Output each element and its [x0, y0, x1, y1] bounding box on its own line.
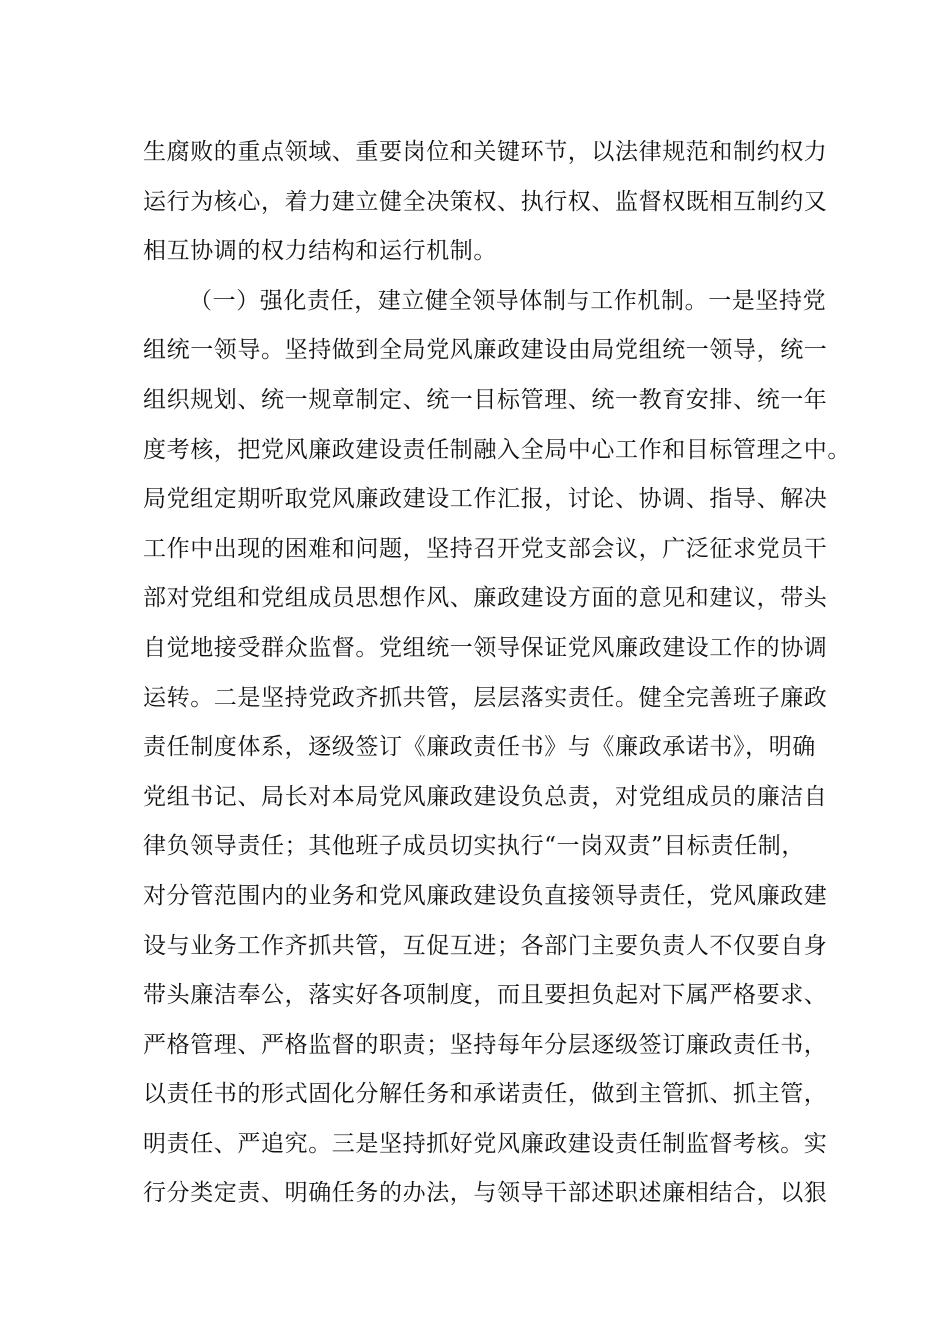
text-line: 党组书记、局长对本局党风廉政建设负总责，对党组成员的廉洁自 — [143, 783, 828, 810]
body-text — [143, 128, 851, 1219]
text-line: 生腐败的重点领域、重要岗位和关键环节，以法律规范和制约权力 — [143, 139, 828, 165]
text-line: 相互协调的权力结构和运行机制。 — [143, 238, 497, 265]
text-line: 带头廉洁奉公，落实好各项制度，而且要担负起对下属严格要求、 — [143, 982, 828, 1009]
text-line: 对分管范围内的业务和党风廉政建设负直接领导责任，党风廉政建 — [143, 882, 828, 909]
text-line: 自觉地接受群众监督。党组统一领导保证党风廉政建设工作的协调 — [143, 634, 828, 661]
text-line: 责任制度体系，逐级签订《廉政责任书》与《廉政承诺书》，明确 — [143, 734, 816, 761]
text-line: 工作中出现的困难和问题，坚持召开党支部会议，广泛征求党员干 — [143, 535, 828, 562]
text-line: 组织规划、统一规章制定、统一目标管理、统一教育安排、统一年 — [143, 386, 828, 413]
text-line: 设与业务工作齐抓共管，互促互进；各部门主要负责人不仅要自身 — [143, 932, 828, 959]
text-line: 局党组定期听取党风廉政建设工作汇报，讨论、协调、指导、解决 — [143, 486, 828, 513]
text-line: 律负领导责任；其他班子成员切实执行“一岗双责”目标责任制， — [143, 833, 805, 860]
text-line: 运转。二是坚持党政齐抓共管，层层落实责任。健全完善班子廉政 — [143, 684, 828, 711]
text-line: 明责任、严追究。三是坚持抓好党风廉政建设责任制监督考核。实 — [143, 1130, 828, 1157]
text-line: 严格管理、严格监督的职责；坚持每年分层逐级签订廉政责任书， — [143, 1031, 828, 1058]
text-line: 度考核，把党风廉政建设责任制融入全局中心工作和目标管理之中。 — [143, 436, 851, 463]
text-line: 以责任书的形式固化分解任务和承诺责任，做到主管抓、抓主管， — [143, 1081, 828, 1108]
text-line: 运行为核心，着力建立健全决策权、执行权、监督权既相互制约又 — [143, 188, 828, 215]
text-line: 组统一领导。坚持做到全局党风廉政建设由局党组统一领导，统一 — [143, 337, 828, 364]
section-heading-line: （一）强化责任，建立健全领导体制与工作机制。一是坚持党 — [189, 287, 827, 314]
text-line: 行分类定责、明确任务的办法，与领导干部述职述廉相结合，以狠 — [143, 1180, 828, 1207]
text-line: 部对党组和党组成员思想作风、廉政建设方面的意见和建议，带头 — [143, 585, 828, 612]
